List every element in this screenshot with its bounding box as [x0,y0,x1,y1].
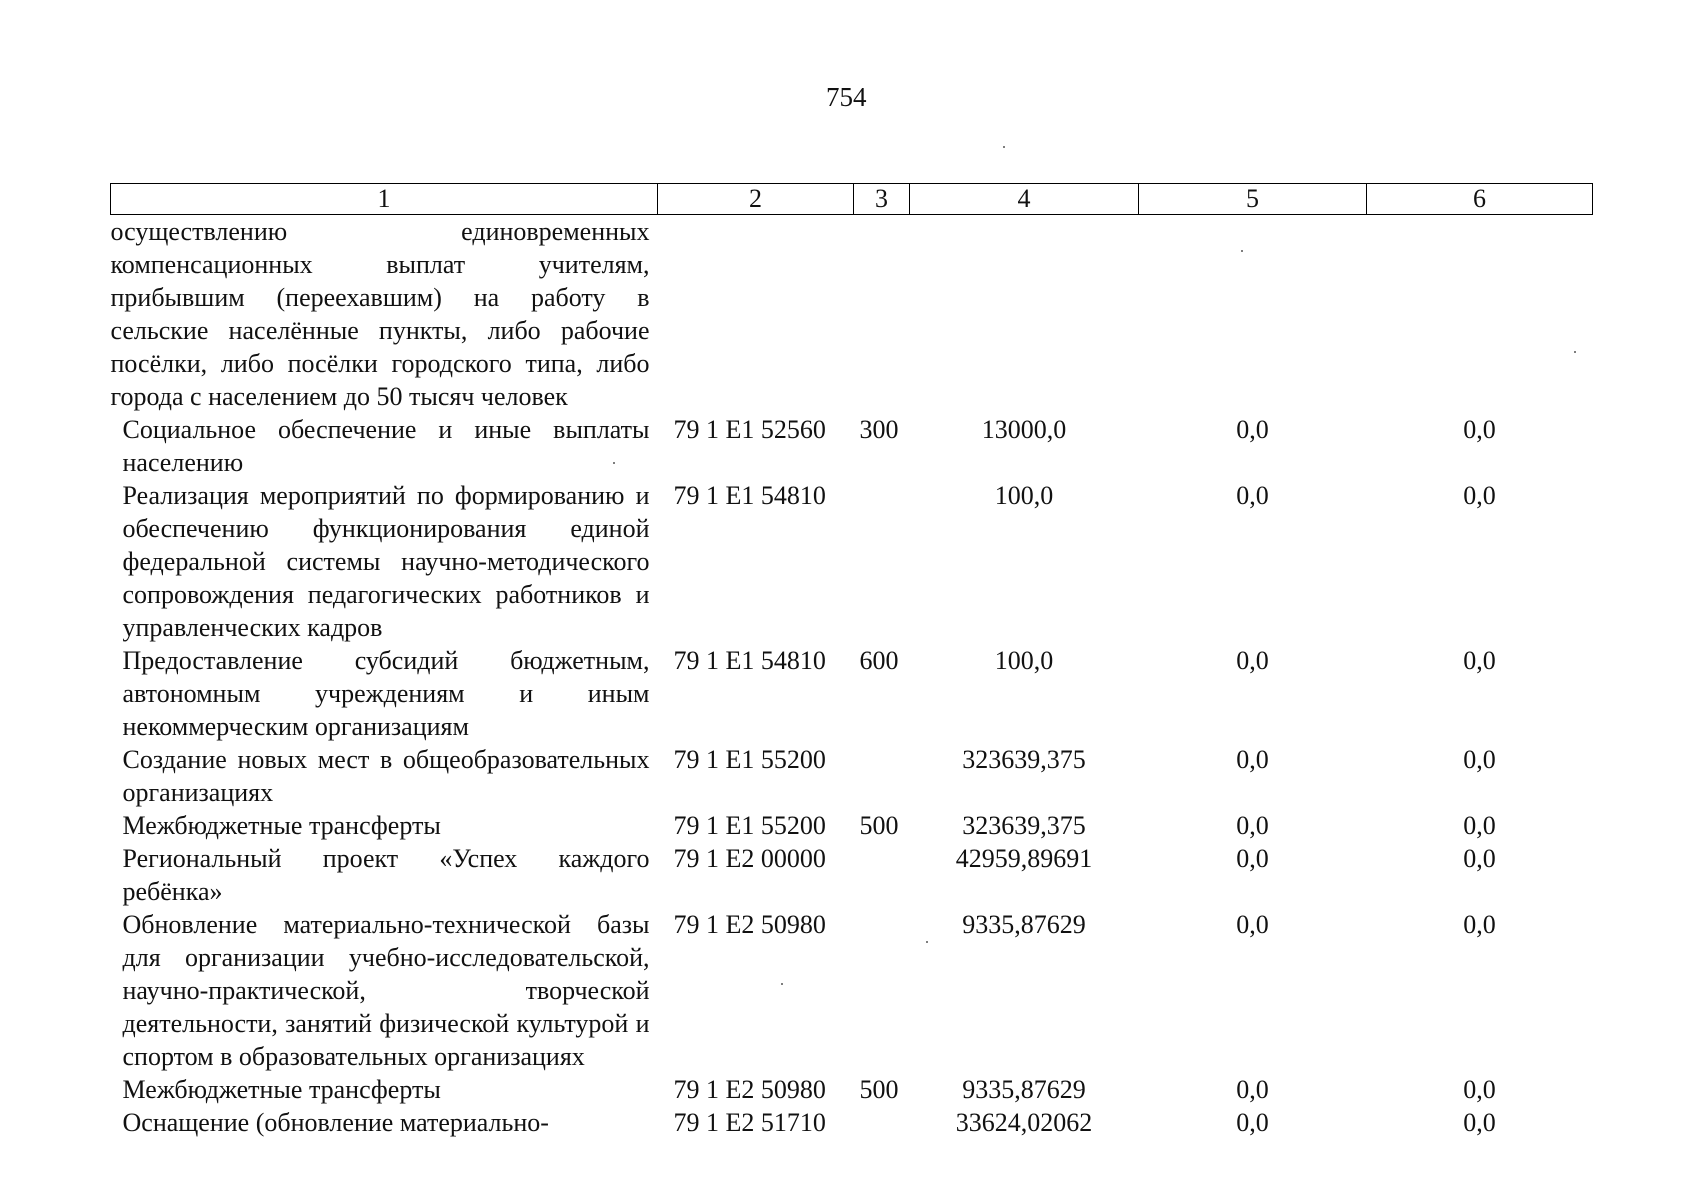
row-value-5 [1139,215,1367,414]
row-value-5: 0,0 [1236,1108,1269,1137]
column-header-6: 6 [1367,184,1593,215]
scan-speck [613,462,615,464]
row-expense-type: 500 [859,811,899,840]
row-expense-type: 300 [859,415,899,444]
row-code: 79 1 E1 54810 [673,481,826,510]
row-expense-type [854,908,910,1073]
row-value-4 [910,215,1139,414]
row-code: 79 1 E2 51710 [673,1108,826,1137]
row-name: Реализация мероприятий по формированию и обеспечению функционирования единой федеральной системы научно-методического сопровождения педагогических работников и управленческих кадров [122,481,650,642]
scan-speck [1241,250,1243,252]
table-row [111,479,1593,644]
row-name: Предоставление субсидий бюджетным, автономным учреждениям и иным некоммерческим организациям [122,646,650,741]
column-header-3: 3 [854,184,910,215]
row-expense-type [854,842,910,908]
row-value-6: 0,0 [1463,745,1496,774]
row-value-4: 323639,375 [962,811,1086,840]
row-value-5: 0,0 [1236,646,1269,675]
row-value-5: 0,0 [1236,745,1269,774]
row-value-6: 0,0 [1463,415,1496,444]
scan-speck [1003,146,1005,148]
row-value-4: 33624,02062 [955,1108,1093,1137]
row-expense-type [854,1106,910,1139]
row-code [658,215,854,414]
row-value-4: 42959,89691 [955,844,1093,873]
column-header-5: 5 [1139,184,1367,215]
scan-speck [926,941,928,943]
table-row [111,644,1593,743]
table-row [111,215,1593,414]
row-value-4: 323639,375 [962,745,1086,774]
column-header-2: 2 [658,184,854,215]
table-header-row [111,184,1593,215]
table-row [111,809,1593,842]
row-value-6: 0,0 [1463,811,1496,840]
row-value-5: 0,0 [1236,1075,1269,1104]
row-value-6 [1367,215,1593,414]
row-value-4: 100,0 [994,646,1054,675]
row-code: 79 1 E1 55200 [673,745,826,774]
table-row [111,908,1593,1073]
row-code: 79 1 E1 55200 [673,811,826,840]
table-row [111,1106,1593,1139]
budget-table [110,183,1593,1139]
row-name: осуществлению единовременных компенсационных выплат учителям, прибывшим (переехавшим) на работу в сельские населённые пункты, либо рабочие посёлки, либо посёлки городского типа, либо города с населением до 50 тысяч человек [110,217,650,411]
row-expense-type [854,215,910,414]
row-value-4: 9335,87629 [962,1075,1086,1104]
row-code: 79 1 E1 54810 [673,646,826,675]
row-value-5: 0,0 [1236,481,1269,510]
scan-speck [1574,351,1576,353]
column-header-4: 4 [910,184,1139,215]
row-value-6: 0,0 [1463,1108,1496,1137]
row-value-6: 0,0 [1463,1075,1496,1104]
column-header-1: 1 [111,184,658,215]
row-value-5: 0,0 [1236,415,1269,444]
row-value-4: 100,0 [994,481,1054,510]
row-value-4: 9335,87629 [962,910,1086,939]
row-expense-type [854,743,910,809]
row-name: Оснащение (обновление материально- [122,1108,549,1137]
table-row [111,743,1593,809]
row-name: Создание новых мест в общеобразовательных организациях [122,745,650,807]
row-code: 79 1 E2 50980 [673,1075,826,1104]
row-value-5: 0,0 [1236,811,1269,840]
row-value-5: 0,0 [1236,910,1269,939]
row-name: Межбюджетные трансферты [122,811,441,840]
row-value-5: 0,0 [1236,844,1269,873]
row-code: 79 1 E2 50980 [673,910,826,939]
table-row [111,1073,1593,1106]
row-value-4: 13000,0 [981,415,1067,444]
row-expense-type [854,479,910,644]
page-number: 754 [826,82,867,112]
row-value-6: 0,0 [1463,844,1496,873]
row-name: Обновление материально-технической базы для организации учебно-исследовательской, научно-практической, творческой деятельности, занятий физической культурой и спортом в образовательных организациях [122,910,650,1071]
row-code: 79 1 E2 00000 [673,844,826,873]
row-code: 79 1 E1 52560 [673,415,826,444]
row-value-6: 0,0 [1463,910,1496,939]
table-row [111,842,1593,908]
row-expense-type: 600 [859,646,899,675]
row-name: Региональный проект «Успех каждого ребёнка» [122,844,650,906]
row-expense-type: 500 [859,1075,899,1104]
row-name: Межбюджетные трансферты [122,1075,441,1104]
row-value-6: 0,0 [1463,481,1496,510]
row-name: Социальное обеспечение и иные выплаты населению [122,415,650,477]
row-value-6: 0,0 [1463,646,1496,675]
table-row [111,413,1593,479]
scan-speck [781,983,783,985]
